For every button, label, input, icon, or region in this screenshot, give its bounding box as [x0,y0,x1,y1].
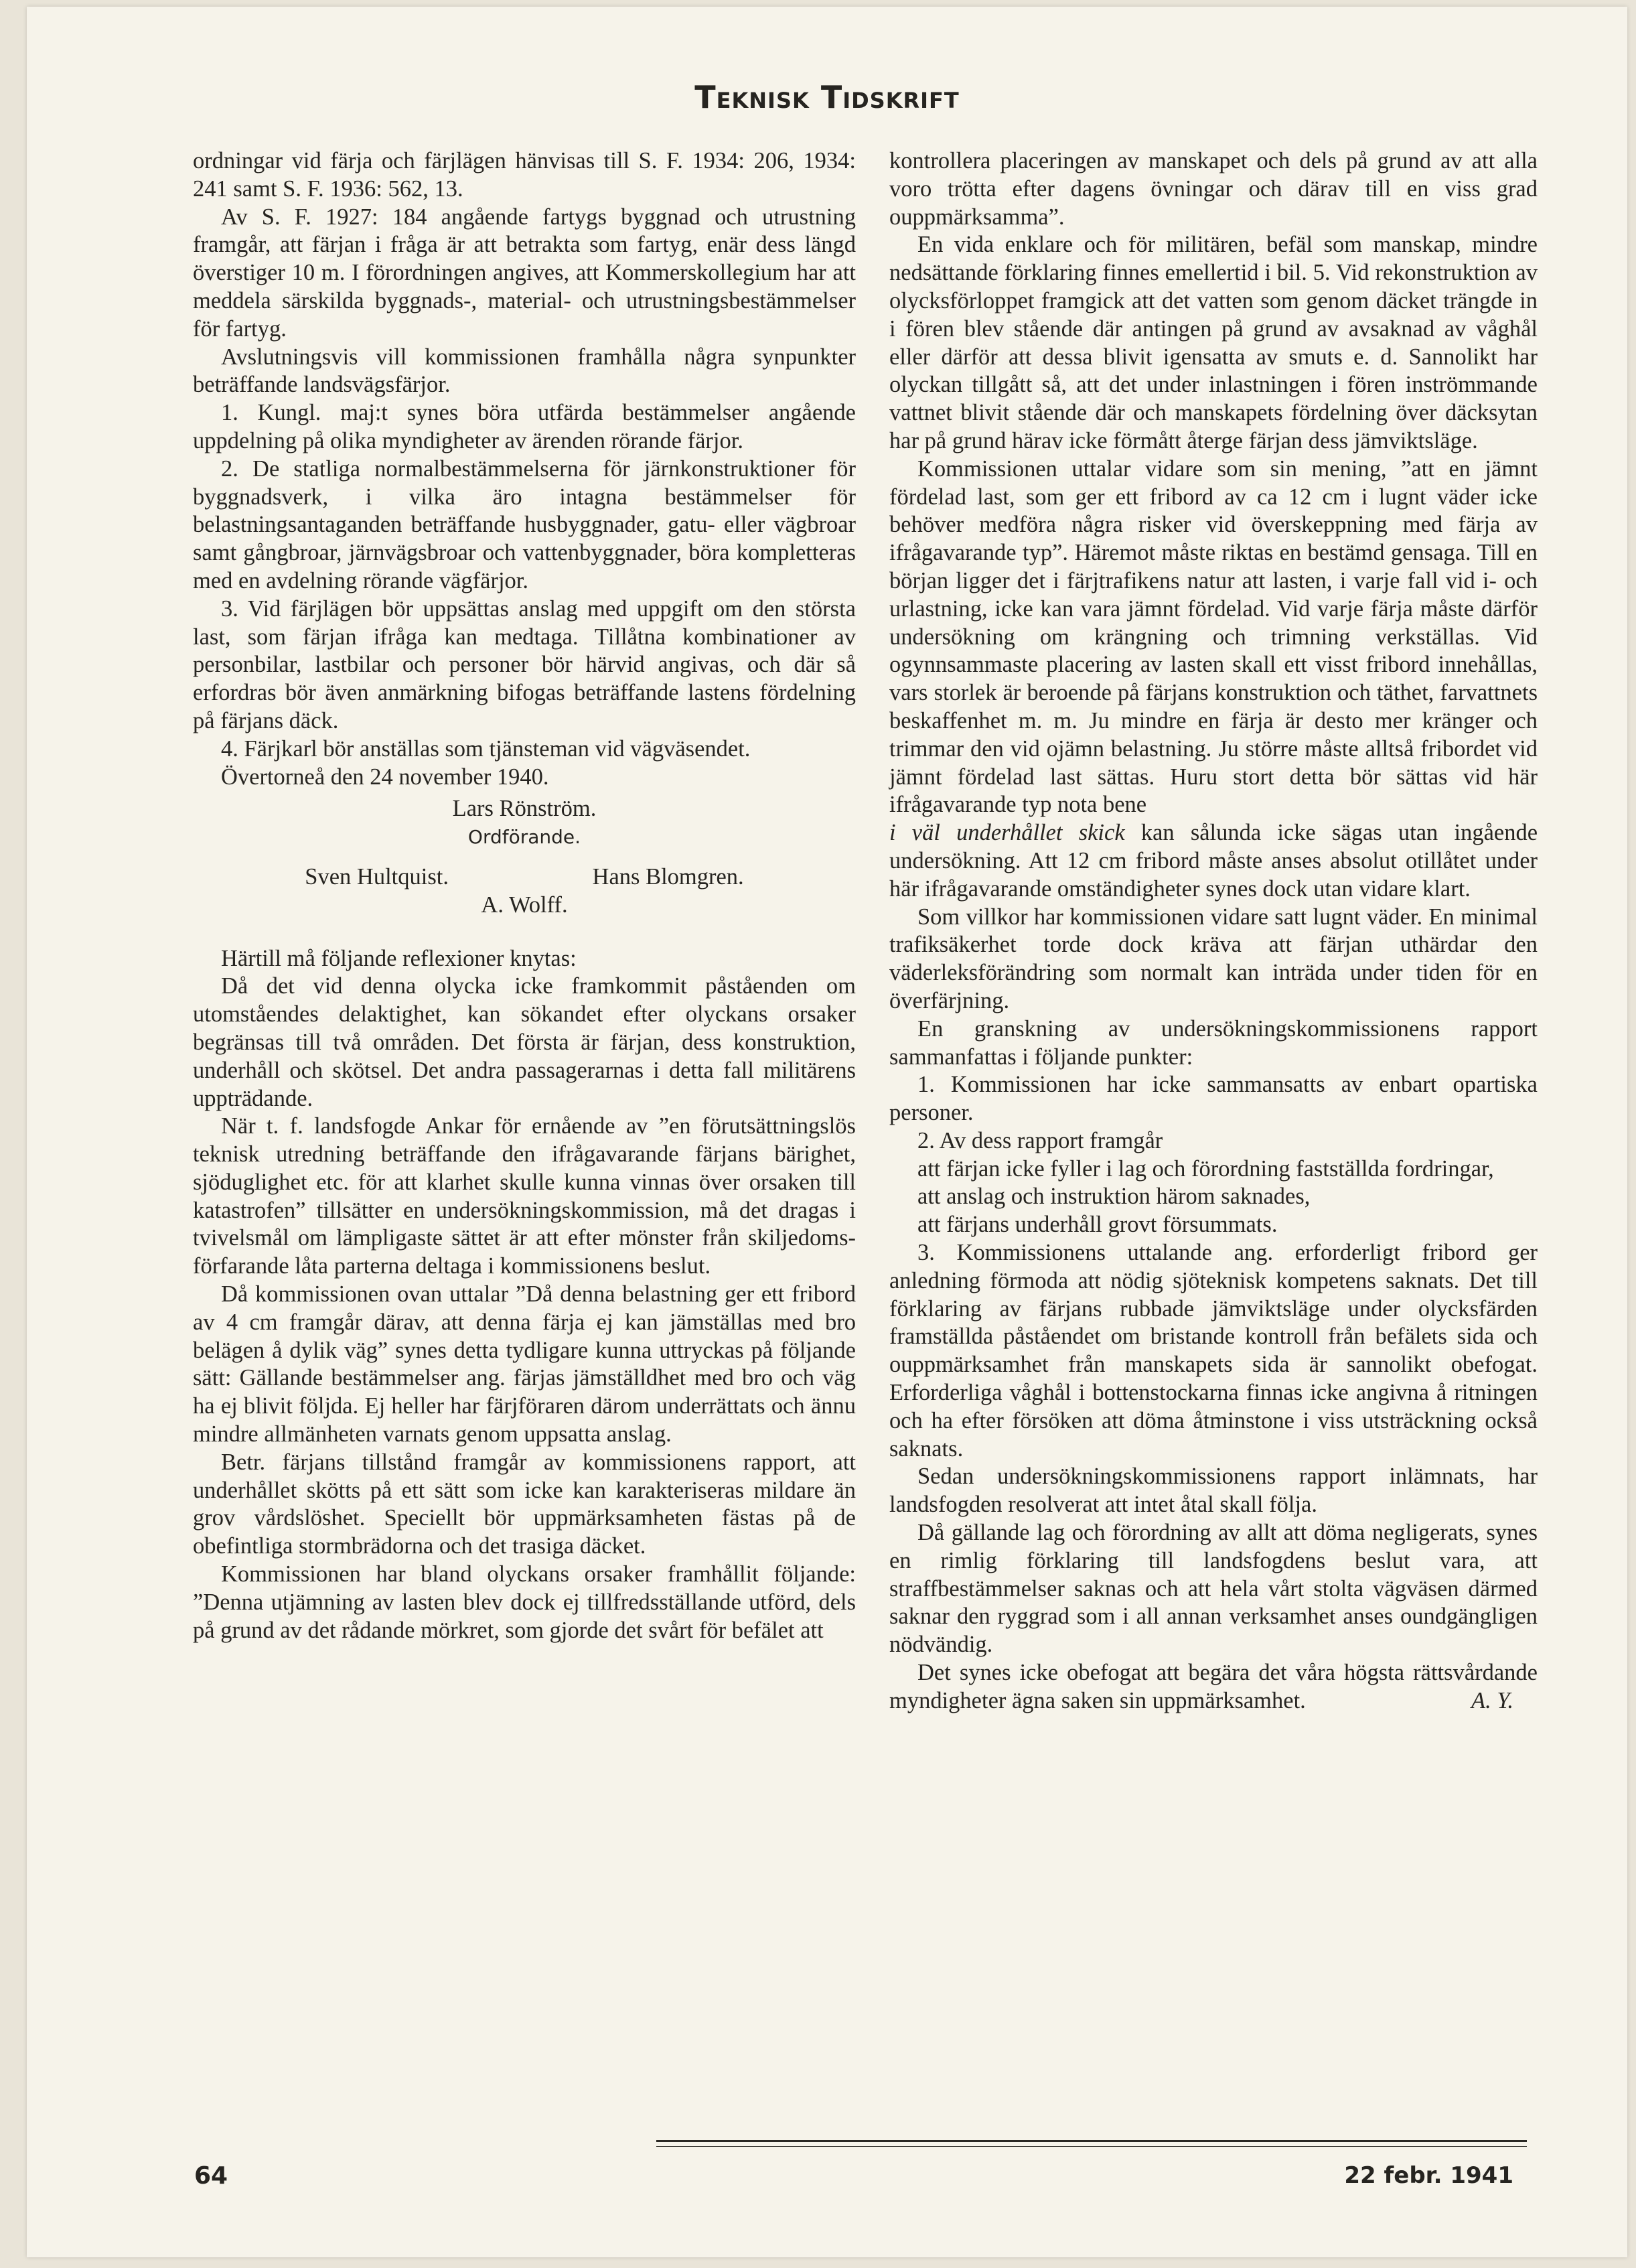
journal-page [27,7,1627,2257]
paragraph: Då det vid denna olycka icke framkommit påståenden om utomståendes delaktighet, kan sökandet efter olyckans orsaker begränsas till två områden. Det första är färjan, dess konstruktion, underhåll och skötsel. Det andra passagerarnas i detta fall militärens uppträdande. [193,973,856,1111]
journal-masthead: Teknisk Tidskrift [694,79,960,115]
italic-phrase: i väl underhållet skick [889,820,1125,846]
paragraph: Det synes icke obefogat att begära det våra högsta rättsvårdande myndigheter ägna saken sin uppmärksamhet. A. Y. [889,1659,1538,1715]
paragraph: En granskning av undersökningskommissionens rapport sammanfattas i följande punkter: [889,1015,1538,1070]
page-number: 64 [194,2162,228,2190]
paragraph: Betr. färjans tillstånd framgår av kommissionens rapport, att underhållet skötts på ett sätt som icke kan karakteriseras mildare än grov vårdslöshet. Speciellt bör uppmärksamheten fästas på de obefintliga stormbrädorna och det trasiga däcket. [193,1449,856,1559]
member-signature: Hans Blomgren. [592,863,744,890]
author-initials: A. Y. [1471,1687,1513,1713]
chair-signature: Lars Rönström. [452,796,597,822]
summary-subitem: att färjan icke fyller i lag och förordning fastställda fordringar, [917,1155,1494,1182]
summary-subitem: att färjans underhåll grovt försummats. [917,1212,1278,1238]
paragraph: Som villkor har kommissionen vidare satt lugnt väder. En minimal trafiksäkerhet torde dock kräva att färjan uthärdar den väderleksförändring som normalt kan inträda under tiden för en överfärjning. [889,904,1538,1013]
paragraph: 2. De statliga normalbestämmelserna för järnkonstruktioner för byggnadsverk, i vilka äro intagna bestämmelser för belastningsantaganden beträffande husbyggnader, gatu- eller vägbroar samt gångbroar, järnvägsbroar och vattenbyggnader, böra kompletteras med en avdelning rörande vägfärjor. [193,455,856,593]
paragraph: 4. Färjkarl bör anställas som tjänsteman vid vägväsendet. [221,735,751,762]
signature-block [193,795,856,919]
summary-point: 2. Av dess rapport framgår [917,1127,1163,1153]
paragraph: i väl underhållet skick kan sålunda icke sägas utan ingående undersökning. Att 12 cm fribord måste anses absolut otillåtet under här ifrågavarande omständigheter synes dock utan vidare klart. [889,820,1538,902]
left-column [193,147,856,1644]
paragraph: Kommissionen har bland olyckans orsaker framhållit följande: ”Denna utjämning av lasten blev dock ej tillfredsställande utförd, dels på grund av det rådande mörkret, som gjorde det svårt för befälet att [193,1561,856,1643]
paragraph: Kommissionen uttalar vidare som sin mening, ”att en jämnt fördelad last, som ger ett fribord av ca 12 cm i lugnt väder icke behöver medföra några risker vid överskeppning med färja av ifrågavarande typ”. Häremot måste riktas en bestämd gensaga. Till en början ligger det i färjtrafikens natur att lasten, i varje fall vid i- och urlastning, icke kan vara jämnt fördelad. Vid varje färja måste därför undersökning om krängning och trimning verkställas. Vid ogynnsammaste placering av lasten skall ett visst fribord innehållas, vars storlek är beroende på färjans konstruktion och täthet, farvattnets beskaffenhet m. m. Ju mindre en färja är desto mer kränger och trimmar den vid ojämn belastning. Ju större måste alltså fribordet vid jämnt fördelad last sättas. Huru stort detta bör sättas vid här ifrågavarande typ nota bene [889,455,1538,818]
paragraph: En vida enklare och för militären, befäl som manskap, mindre nedsättande förklaring finnes emellertid i bil. 5. Vid rekonstruktion av olycksförloppet framgick att det vatten som genom däcket trängde in i fören blev stående där antingen på grund av avsaknad av våghål eller därför att dessa blivit igensatta av smuts e. d. Sannolikt har olyckan tillgått så, att det under inlastningen i fören inströmmande vattnet blivit stående där och manskapets fördelning över däcksytan har på grund härav icke förmått återge färjan dess jämviktsläge. [889,232,1538,453]
paragraph: Sedan undersökningskommissionens rapport inlämnats, har landsfogden resolverat att intet åtal skall följa. [889,1464,1538,1518]
paragraph: Av S. F. 1927: 184 angående fartygs byggnad och utrustning framgår, att färjan i fråga är att betrakta som fartyg, enär dess längd överstiger 10 m. I förordningen angives, att Kommerskollegium har att meddela särskilda byggnads-, material- och utrustningsbestämmelser för fartyg. [193,204,856,342]
paragraph: Härtill må följande reflexioner knytas: [221,945,577,971]
issue-date: 22 febr. 1941 [1344,2162,1513,2189]
paragraph: ordningar vid färja och färjlägen hänvisas till S. F. 1934: 206, 1934: 241 samt S. F. 1936: 562, 13. [193,148,856,202]
footer-rule [656,2140,1527,2147]
paragraph: 3. Vid färjlägen bör uppsättas anslag med uppgift om den största last, som färjan ifråga kan medtaga. Tillåtna kombinationer av personbilar, lastbilar och personer bör härvid angivas, och där så erfordras bör även anmärkning bifogas beträffande lastens fördelning på färjans däck. [193,595,856,733]
signature-row [193,863,856,892]
paragraph: 1. Kungl. maj:t synes böra utfärda bestämmelser angående uppdelning på olika myndigheter av ärenden rörande färjor. [193,400,856,453]
chair-role: Ordförande. [467,826,581,849]
paragraph: Avslutningsvis vill kommissionen framhålla några synpunkter beträffande landsvägsfärjor. [193,344,856,398]
dateline: Övertorneå den 24 november 1940. [221,764,549,790]
paragraph: kontrollera placeringen av manskapet och dels på grund av att alla voro trötta efter dagens övningar och därav till en viss grad ouppmärksamma”. [889,148,1538,230]
right-column [889,147,1538,1715]
paragraph: Då gällande lag och förordning av allt att döma negligerats, synes en rimlig förklaring till landsfogdens beslut vara, att straffbestämmelser saknas och att hela vårt stolta vägväsen därmed saknar den ryggrad som i all annan verksamhet anses oundgängligen nödvändig. [889,1520,1538,1658]
paragraph: När t. f. landsfogde Ankar för ernående av ”en förutsättningslös teknisk utredning beträffande den ifrågavarande färjans bärighet, sjöduglighet etc. för att klarhet skulle kunna vinnas över orsaken till katastrofen” tillsätter en undersökningskommission, må det dragas i tvivelsmål om lämpligaste sättet är att efter mönster från skiljedoms-förfarande låta parterna deltaga i kommissionens beslut. [193,1113,856,1279]
summary-subitem: att anslag och instruktion härom saknades, [917,1184,1311,1210]
summary-point: 1. Kommissionen har icke sammansatts av enbart opartiska personer. [889,1072,1538,1126]
paragraph: Då kommissionen ovan uttalar ”Då denna belastning ger ett fribord av 4 cm framgår därav, att denna färja ej kan jämställas med bro belägen å dylik väg” synes detta tydligare kunna uttryckas på följande sätt: Gällande bestämmelser ang. färjas jämställdhet med bro och väg ha ej blivit följda. Ej heller har färjföraren därom underrättats och ännu mindre allmänheten varnats genom uppsatta anslag. [193,1281,856,1447]
member-signature: Sven Hultquist. [305,863,449,890]
member-signature: A. Wolff. [481,892,568,918]
summary-point: 3. Kommissionens uttalande ang. erforderligt fribord ger anledning förmoda att nödig sjöteknisk kompetens saknats. Det till förklaring av färjans rubbade jämviktsläge under olycksfärden framställda påståendet om bristande kontroll från befälets sida och ouppmärksamhet från manskapets sida är sannolikt obefogat. Erforderliga våghål i bottenstockarna finnas icke angivna å ritningen och ha efter försöken att döma åtminstone i viss utsträckning också saknats. [889,1240,1538,1462]
